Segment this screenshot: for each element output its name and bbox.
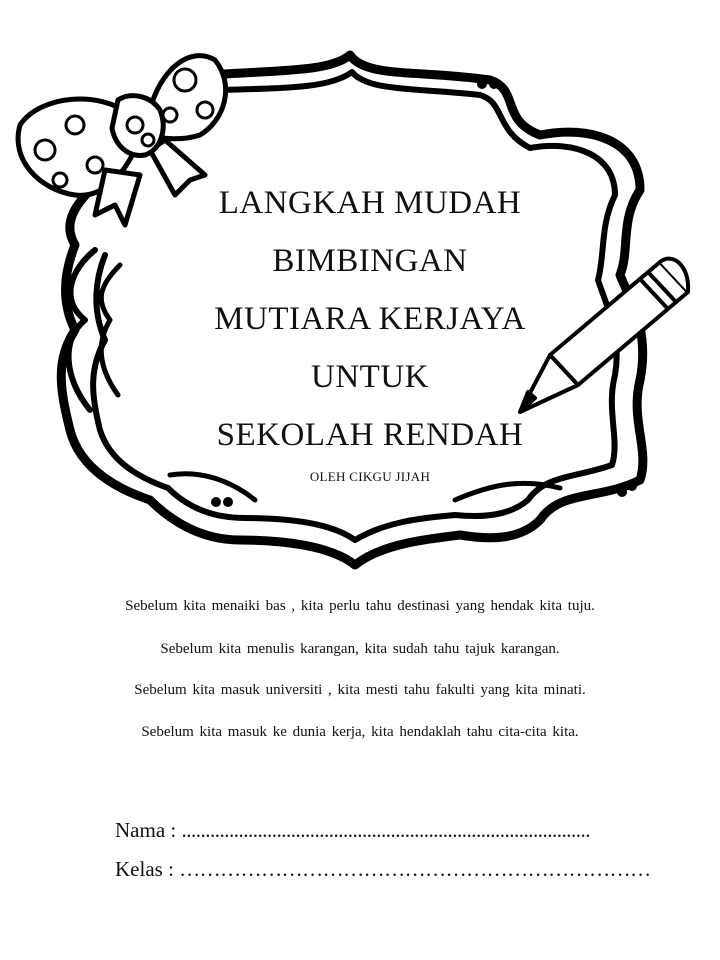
- class-label: Kelas :: [115, 857, 174, 881]
- paragraph-1: Sebelum kita menaiki bas , kita perlu tahu destinasi yang hendak kita tuju.: [125, 598, 595, 614]
- name-blank[interactable]: ......................................................................................: [181, 818, 590, 842]
- name-label: Nama :: [115, 818, 177, 842]
- title-line-1: LANGKAH MUDAH: [218, 185, 522, 221]
- title-line-3: MUTIARA KERJAYA: [214, 301, 526, 337]
- paragraph-2: Sebelum kita menulis karangan, kita sudah tahu tajuk karangan.: [160, 641, 560, 657]
- title-line-2: BIMBINGAN: [272, 243, 468, 279]
- title-line-4: UNTUK: [311, 359, 429, 395]
- author-credit: OLEH CIKGU JIJAH: [309, 469, 431, 484]
- paragraph-4: Sebelum kita masuk ke dunia kerja, kita hendaklah tahu cita-cita kita.: [141, 724, 579, 740]
- class-field[interactable]: [115, 857, 651, 882]
- name-field[interactable]: [115, 818, 590, 843]
- paragraph-3: Sebelum kita masuk universiti , kita mesti tahu fakulti yang kita minati.: [134, 682, 586, 698]
- title-line-5: SEKOLAH RENDAH: [216, 417, 524, 453]
- class-blank[interactable]: ……………………………………………………………: [179, 857, 651, 881]
